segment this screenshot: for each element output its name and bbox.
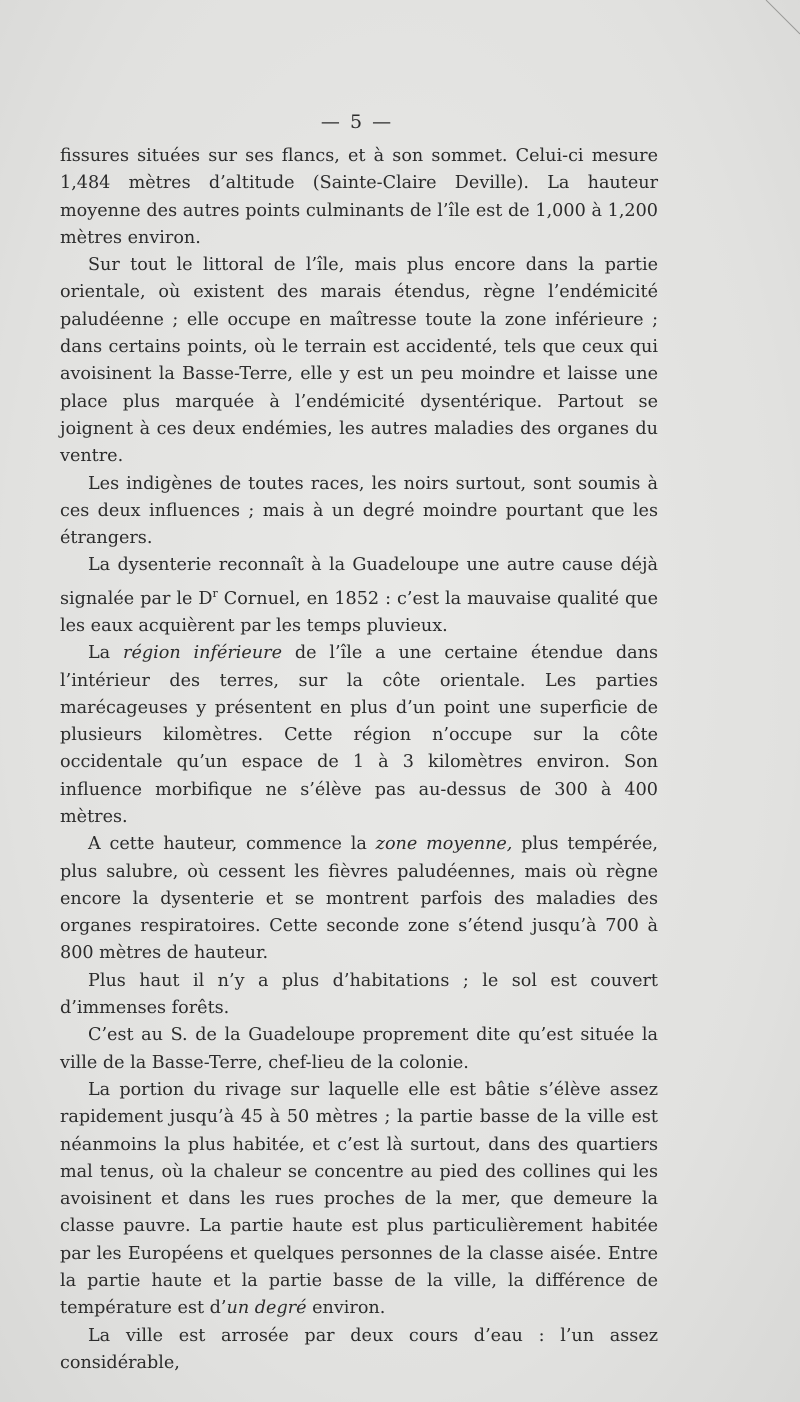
paragraph: [60, 1323, 658, 1378]
text-run: Les indigènes de toutes races, les noirs surtout, sont soumis à ces deux influences ; mais à un degré moindre pourtant que les étrangers.: [60, 473, 658, 549]
text-run: Sur tout le littoral de l’île, mais plus encore dans la partie orientale, où existent des marais étendus, règne l’endémicité paludéenne ; elle occupe en maîtresse toute la zone inférieure ; dans certains points, où le terrain est accidenté, tels que ceux qui avoisinent la Basse-Terre, elle y est un peu moindre et laisse une place plus marquée à l’endémicité dysentérique. Partout se joignent à ces deux endémies, les autres maladies des organes du ventre.: [60, 255, 658, 467]
text-run: plus tempérée, plus salubre, où cessent les fièvres paludéennes, mais où règne encore la dysenterie et se montrent parfois des maladies des organes respiratoires. Cette seconde zone s’étend jusqu’à 700 à 800 mètres de hauteur.: [60, 834, 658, 964]
paragraph: [60, 1077, 658, 1323]
paragraph: [60, 552, 658, 640]
text-run: fissures situées sur ses flancs, et à son sommet. Celui-ci mesure 1,484 mètres d’altitude (Sainte-Claire Deville). La hauteur moyenne des autres points culminants de l’île est de 1,000 à 1,200 mètres environ.: [60, 146, 658, 248]
text-run: environ.: [306, 1298, 386, 1319]
text-run: C’est au S. de la Guadeloupe proprement dite qu’est située la ville de la Basse-Terre, chef-lieu de la colonie.: [60, 1025, 658, 1073]
paragraph: [60, 252, 658, 470]
page-number: — 5 —: [320, 111, 394, 133]
paragraph: [60, 640, 658, 831]
text-run: Plus haut il n’y a plus d’habitations ; le sol est couvert d’immenses forêts.: [60, 970, 658, 1019]
italic-text: région inférieure: [123, 643, 282, 664]
paragraph: [60, 143, 658, 252]
text-run: La dysenterie reconnaît à la Guadeloupe une autre cause déjà signalée par le D: [60, 555, 658, 609]
text-run: La: [88, 643, 124, 664]
italic-text: un degré: [226, 1298, 307, 1319]
paragraph: [60, 471, 658, 553]
text-run: A cette hauteur, commence la: [88, 834, 376, 855]
text-run: La portion du rivage sur laquelle elle est bâtie s’élève assez rapidement jusqu’à 45 à 50 mètres ; la partie basse de la ville est néanmoins la plus habitée, et c’est là surtout, dans des quartiers mal tenus, où la chaleur se concentre au pied des collines qui les avoisinent et dans les rues proches de la mer, que demeure la classe pauvre. La partie haute est plus particulièrement habitée par les Européens et quelques personnes de la classe aisée. Entre la partie haute et la partie basse de la ville, la différence de température est d’: [60, 1079, 658, 1319]
page-corner-mark: [760, 0, 800, 40]
paragraph: [60, 1022, 658, 1077]
paragraph: [60, 968, 658, 1023]
superscript: r: [212, 586, 218, 600]
text-run: Cornuel, en 1852 : c’est la mauvaise qualité que les eaux acquièrent par les temps pluvieux.: [60, 588, 658, 636]
text-run: de l’île a une certaine étendue dans l’intérieur des terres, sur la côte orientale. Les parties marécageuses y présentent en plus d’un point une superficie de plusieurs kilomètres. Cette région n’occupe sur la côte occidentale qu’un espace de 1 à 3 kilomètres environ. Son influence morbifique ne s’élève pas au-dessus de 300 à 400 mètres.: [60, 643, 659, 827]
text-run: La ville est arrosée par deux cours d’eau : l’un assez considérable,: [60, 1325, 658, 1373]
italic-text: zone moyenne,: [375, 834, 513, 855]
paragraph: [60, 831, 658, 967]
body-text: [60, 143, 658, 1377]
